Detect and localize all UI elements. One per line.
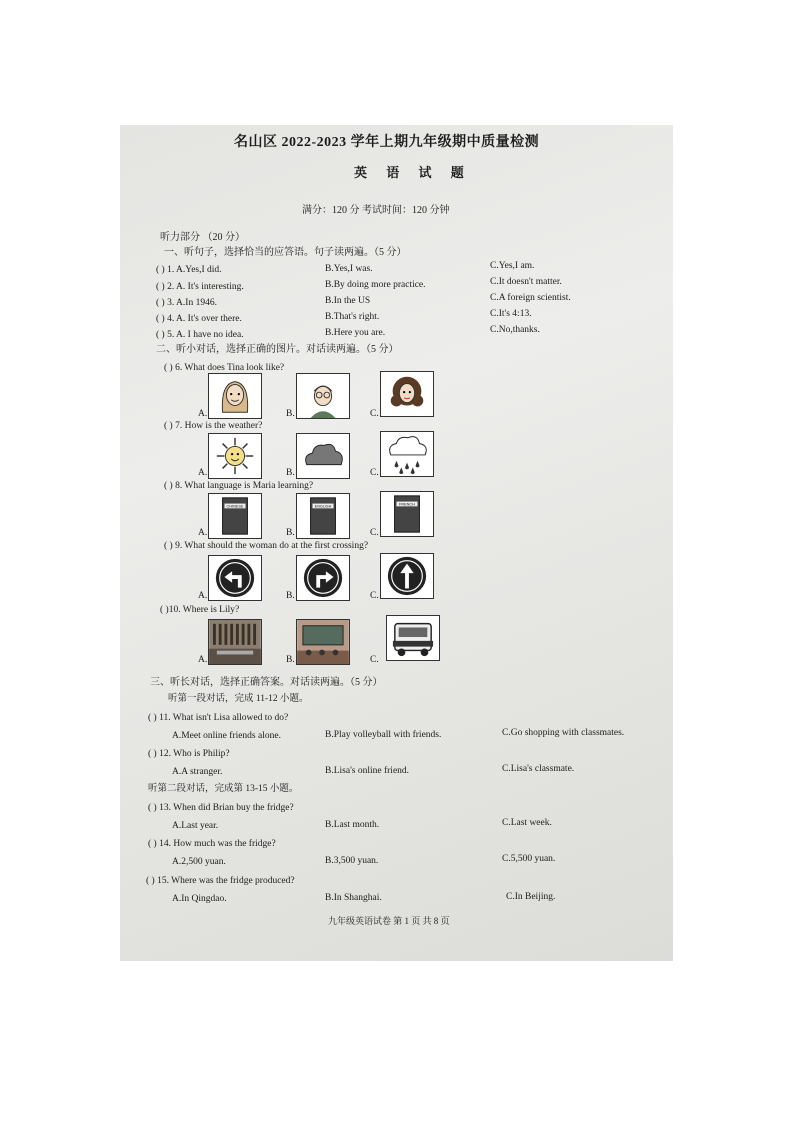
option-a-label: A. bbox=[198, 409, 208, 419]
option-c: C.It doesn't matter. bbox=[490, 277, 562, 287]
listening-heading: 听力部分 （20 分） bbox=[160, 232, 245, 243]
question-9: ( ) 9. What should the woman do at the first crossing? bbox=[164, 541, 369, 551]
question-10: ( )10. Where is Lily? bbox=[160, 605, 240, 615]
option-b-label: B. bbox=[286, 468, 295, 478]
question-6: ( ) 6. What does Tina look like? bbox=[164, 363, 285, 373]
option-c-label: C. bbox=[370, 528, 379, 538]
bus-icon bbox=[386, 615, 440, 661]
option-b: B.Yes,I was. bbox=[325, 264, 373, 274]
option-c-label: C. bbox=[370, 655, 379, 665]
dialog2-label: 听第二段对话，完成第 13-15 小题。 bbox=[148, 784, 299, 794]
question-13: ( ) 13. When did Brian buy the fridge? bbox=[148, 803, 294, 813]
girl-curly-hair-icon bbox=[380, 371, 434, 417]
question-stem: ( ) 4. A. It's over there. bbox=[156, 314, 242, 324]
question-7: ( ) 7. How is the weather? bbox=[164, 421, 263, 431]
option-c: C.Last week. bbox=[502, 818, 552, 828]
question-12: ( ) 12. Who is Philip? bbox=[148, 749, 230, 759]
question-stem: ( ) 1. A.Yes,I did. bbox=[156, 265, 222, 275]
question-8: ( ) 8. What language is Maria learning? bbox=[164, 481, 314, 491]
option-b: B.Last month. bbox=[325, 820, 380, 830]
option-b: B.In the US bbox=[325, 296, 371, 306]
part3-instruction: 三、听长对话，选择正确答案。对话读两遍。（5 分） bbox=[150, 677, 383, 688]
option-b: B.Here you are. bbox=[325, 328, 386, 338]
option-b: B.Play volleyball with friends. bbox=[325, 730, 442, 740]
french-book-icon bbox=[380, 491, 434, 537]
option-c: C.Lisa's classmate. bbox=[502, 764, 575, 774]
library-icon bbox=[208, 619, 262, 665]
turn-left-sign-icon bbox=[208, 555, 262, 601]
option-b-label: B. bbox=[286, 655, 295, 665]
exam-title: 名山区 2022-2023 学年上期九年级期中质量检测 bbox=[234, 135, 540, 150]
classroom-icon bbox=[296, 619, 350, 665]
exam-paper-photo bbox=[120, 125, 673, 961]
option-c: C.Yes,I am. bbox=[490, 261, 535, 271]
option-a: A.Meet online friends alone. bbox=[172, 731, 281, 741]
option-a-label: A. bbox=[198, 528, 208, 538]
girl-long-hair-icon bbox=[208, 373, 262, 419]
chinese-book-icon bbox=[208, 493, 262, 539]
option-a-label: A. bbox=[198, 468, 208, 478]
option-b: B.Lisa's online friend. bbox=[325, 766, 410, 776]
dialog1-label: 听第一段对话，完成 11-12 小题。 bbox=[168, 694, 309, 704]
sun-icon bbox=[208, 433, 262, 479]
option-c: C.No,thanks. bbox=[490, 325, 540, 335]
question-stem: ( ) 2. A. It's interesting. bbox=[156, 282, 244, 292]
option-b-label: B. bbox=[286, 591, 295, 601]
option-c: C.In Beijing. bbox=[506, 892, 556, 902]
cloud-icon bbox=[296, 433, 350, 479]
option-c-label: C. bbox=[370, 591, 379, 601]
option-a: A.A stranger. bbox=[172, 767, 223, 777]
option-b-label: B. bbox=[286, 409, 295, 419]
option-c: C.It's 4:13. bbox=[490, 309, 532, 319]
part2-instruction: 二、听小对话，选择正确的图片。对话读两遍。（5 分） bbox=[156, 344, 399, 355]
option-c: C.5,500 yuan. bbox=[502, 854, 556, 864]
option-c: C.Go shopping with classmates. bbox=[502, 728, 625, 738]
option-c: C.A foreign scientist. bbox=[490, 293, 571, 303]
rain-icon bbox=[380, 431, 434, 477]
option-b: B.In Shanghai. bbox=[325, 893, 382, 903]
option-b: B.3,500 yuan. bbox=[325, 856, 379, 866]
go-straight-sign-icon bbox=[380, 553, 434, 599]
option-c-label: C. bbox=[370, 468, 379, 478]
option-a-label: A. bbox=[198, 655, 208, 665]
book-label: FRENCH bbox=[399, 502, 415, 507]
question-stem: ( ) 3. A.In 1946. bbox=[156, 298, 217, 308]
option-b-label: B. bbox=[286, 528, 295, 538]
option-a: A.In Qingdao. bbox=[172, 894, 227, 904]
page-footer: 九年级英语试卷 第 1 页 共 8 页 bbox=[328, 916, 450, 926]
turn-right-sign-icon bbox=[296, 555, 350, 601]
question-stem: ( ) 5. A. I have no idea. bbox=[156, 330, 244, 340]
option-b: B.That's right. bbox=[325, 312, 380, 322]
question-14: ( ) 14. How much was the fridge? bbox=[148, 839, 276, 849]
english-book-icon bbox=[296, 493, 350, 539]
option-a-label: A. bbox=[198, 591, 208, 601]
book-label: ENGLISH bbox=[314, 504, 332, 509]
option-a: A.2,500 yuan. bbox=[172, 857, 226, 867]
subject-title: 英 语 试 题 bbox=[354, 165, 472, 180]
option-a: A.Last year. bbox=[172, 821, 219, 831]
question-11: ( ) 11. What isn't Lisa allowed to do? bbox=[148, 713, 289, 723]
option-c-label: C. bbox=[370, 409, 379, 419]
part1-instruction: 一、听句子，选择恰当的应答语。句子读两遍。（5 分） bbox=[164, 247, 407, 258]
score-time-info: 满分：120 分 考试时间：120 分钟 bbox=[302, 205, 450, 216]
option-b: B.By doing more practice. bbox=[325, 280, 426, 290]
question-15: ( ) 15. Where was the fridge produced? bbox=[146, 876, 295, 886]
boy-glasses-icon bbox=[296, 373, 350, 419]
book-label: CHINESE bbox=[226, 504, 244, 509]
